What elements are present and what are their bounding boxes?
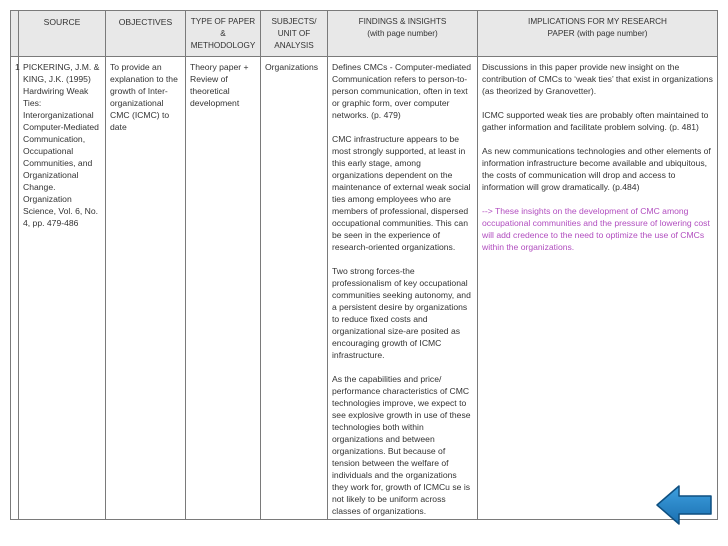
header-objectives: OBJECTIVES xyxy=(106,11,186,57)
header-implications-line1: IMPLICATIONS FOR MY RESEARCH xyxy=(528,17,667,26)
header-type-line3: METHODOLOGY xyxy=(190,41,256,50)
header-subjects-line1: SUBJECTS/ xyxy=(271,17,317,26)
header-type-line1: TYPE OF PAPER xyxy=(190,17,256,26)
implication-paragraph: As new communications technologies and other elements of information infrastructure become available and ubiquitous, the costs of communication will drop and access to information will grow dramatically. (p.484) xyxy=(482,146,711,192)
finding-paragraph: CMC infrastructure appears to be most strongly supported, at least in this early stage, among organizations dependent on the maintenance of external weak social ties among employees who are members of professional, dispersed occupational communities. This can be seen in the experience of research-oriented organizations. xyxy=(332,134,471,252)
finding-paragraph: Two strong forces-the professionalism of key occupational communities seeking autonomy, and a persistent desire by organizations to reduce fixed costs and organizational size-are posited as encouraging growth of ICMC infrastructure. xyxy=(332,266,471,360)
cell-implications xyxy=(478,57,718,520)
implication-paragraph: ICMC supported weak ties are probably often maintained to gather information and facilitate problem solving. (p. 481) xyxy=(482,110,709,132)
cell-findings xyxy=(328,57,478,520)
cell-type: Theory paper + Review of theoretical development xyxy=(186,57,261,520)
header-subjects-line3: ANALYSIS xyxy=(274,41,314,50)
header-findings xyxy=(328,11,478,57)
implication-highlight: --> These insights on the development of CMC among occupational communities and the pressure of lowering cost will add credence to the need to optimize the use of CMCs within the organizations. xyxy=(482,206,710,252)
header-type-line2: & xyxy=(220,29,226,38)
finding-paragraph: Defines CMCs - Computer-mediated Communication refers to person-to-person communication, often in text or graphic form, over computer networks. (p. 479) xyxy=(332,62,471,120)
header-subjects xyxy=(261,11,328,57)
cell-objectives: To provide an explanation to the growth of Inter-organizational CMC (ICMC) to date xyxy=(106,57,186,520)
header-findings-line2: (with page number) xyxy=(367,29,438,38)
cell-source: PICKERING, J.M. & KING, J.K. (1995) Hardwiring Weak Ties: Interorganizational Computer-Mediated Communication, Occupational Communities, and Organizational Change. Organization Science, Vol. 6, No. 4, pp. 479-486 xyxy=(19,57,106,520)
header-findings-line1: FINDINGS & INSIGHTS xyxy=(358,17,447,26)
header-subjects-line2: UNIT OF xyxy=(277,29,311,38)
finding-paragraph: As the capabilities and price/ performance characteristics of CMC technologies improve, we expect to see explosive growth in use of these technologies both within organizations and between organizations. But because of tension between the welfare of individuals and the organizations they work for, growth of ICMCu se is not likely to be uniform across classes of organizations. xyxy=(332,374,471,516)
header-implications-line2: PAPER (with page number) xyxy=(547,29,648,38)
cell-subjects: Organizations xyxy=(261,57,328,520)
literature-review-table xyxy=(10,10,718,520)
header-type-methodology xyxy=(186,11,261,57)
header-implications xyxy=(478,11,718,57)
left-arrow-icon xyxy=(655,484,713,526)
implication-paragraph: Discussions in this paper provide new insight on the contribution of CMCs to ‘weak ties’ that exist in organizations (as theorized by Granovetter). xyxy=(482,62,713,96)
back-button[interactable] xyxy=(655,484,713,526)
table-row xyxy=(11,57,718,520)
row-number: 1 xyxy=(11,57,19,520)
header-number xyxy=(11,11,19,57)
table-header xyxy=(11,11,718,57)
header-source: SOURCE xyxy=(19,11,106,57)
